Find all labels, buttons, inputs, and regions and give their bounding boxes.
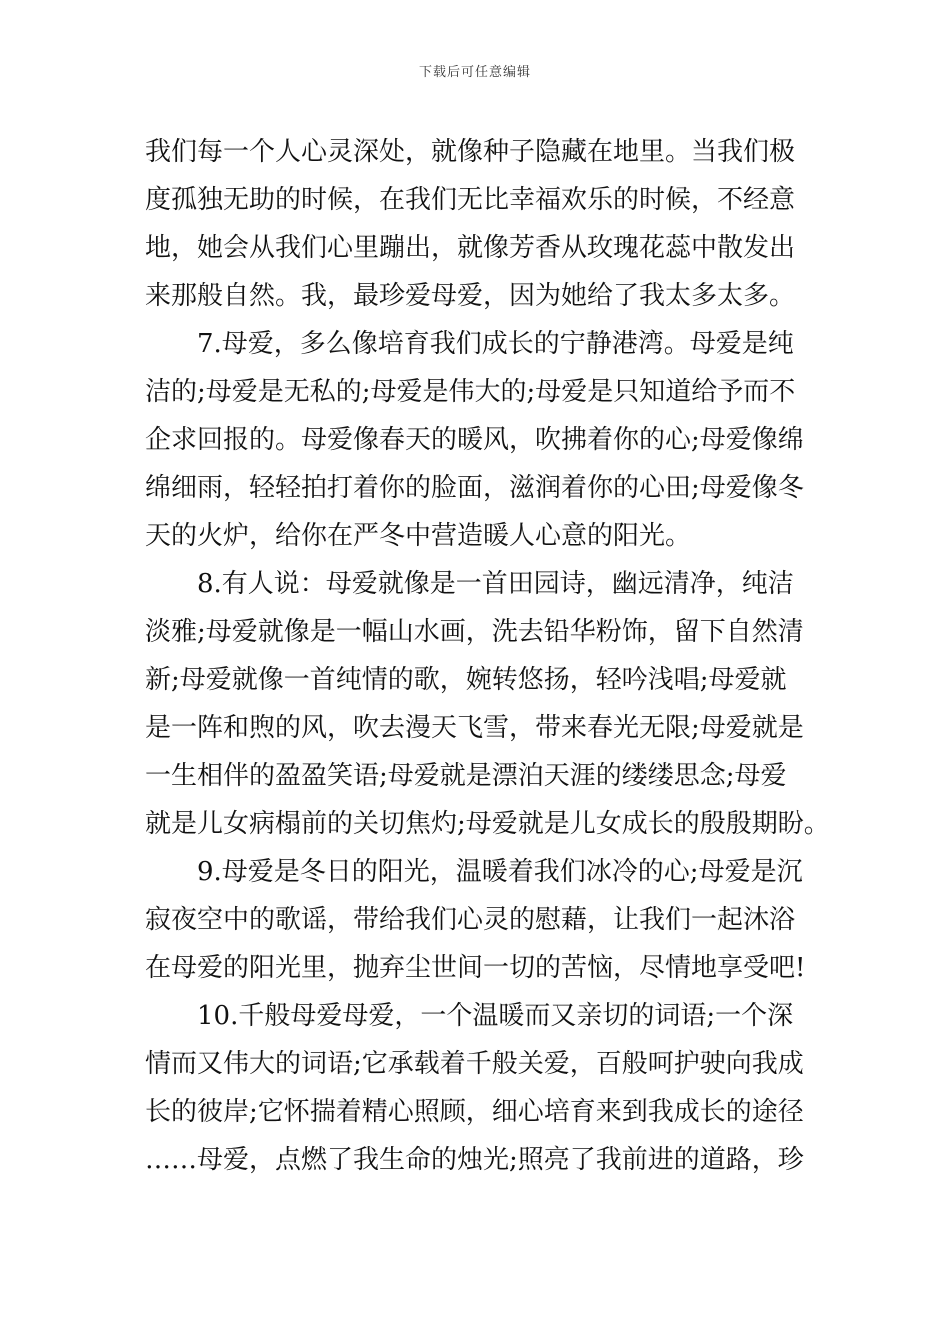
text-line: 来那般自然。我，最珍爱母爱，因为她给了我太多太多。: [145, 281, 796, 311]
text-line: 地，她会从我们心里蹦出，就像芳香从玫瑰花蕊中散发出: [145, 233, 796, 263]
text-line: 寂夜空中的歌谣，带给我们心灵的慰藉，让我们一起沐浴: [145, 905, 796, 935]
text-line: 是一阵和煦的风，吹去漫天飞雪，带来春光无限;母爱就是: [145, 713, 804, 743]
document-body: [145, 128, 830, 1184]
text-line: 企求回报的。母爱像春天的暖风，吹拂着你的心;母爱像绵: [145, 425, 804, 455]
text-line: 情而又伟大的词语;它承载着千般关爱，百般呵护驶向我成: [145, 1049, 804, 1079]
text-line: 天的火炉，给你在严冬中营造暖人心意的阳光。: [145, 521, 692, 551]
text-line: 淡雅;母爱就像是一幅山水画，洗去铅华粉饰，留下自然清: [145, 617, 804, 647]
text-line: 就是儿女病榻前的关切焦灼;母爱就是儿女成长的殷殷期盼。: [145, 809, 830, 839]
paragraph-9-start: 9.母爱是冬日的阳光，温暖着我们冰冷的心;母爱是沉: [197, 857, 803, 887]
text-line: 一生相伴的盈盈笑语;母爱就是漂泊天涯的缕缕思念;母爱: [145, 761, 787, 791]
text-line: 在母爱的阳光里，抛弃尘世间一切的苦恼，尽情地享受吧!: [145, 953, 806, 983]
paragraph-7-start: 7.母爱，多么像培育我们成长的宁静港湾。母爱是纯: [197, 329, 794, 359]
text-line: 绵细雨，轻轻拍打着你的脸面，滋润着你的心田;母爱像冬: [145, 473, 804, 503]
paragraph-10-start: 10.千般母爱母爱，一个温暖而又亲切的词语;一个深: [197, 1001, 794, 1031]
text-line: 新;母爱就像一首纯情的歌，婉转悠扬，轻吟浅唱;母爱就: [145, 665, 787, 695]
text-line: 长的彼岸;它怀揣着精心照顾，细心培育来到我成长的途径: [145, 1097, 804, 1127]
paragraph-8-start: 8.有人说：母爱就像是一首田园诗，幽远清净，纯洁: [197, 569, 794, 599]
text-line: ……母爱，点燃了我生命的烛光;照亮了我前进的道路，珍: [145, 1145, 804, 1175]
text-line: 我们每一个人心灵深处，就像种子隐藏在地里。当我们极: [145, 137, 796, 167]
text-line: 度孤独无助的时候，在我们无比幸福欢乐的时候，不经意: [145, 185, 796, 215]
text-line: 洁的;母爱是无私的;母爱是伟大的;母爱是只知道给予而不: [145, 377, 796, 407]
page-header: 下载后可任意编辑: [418, 65, 531, 80]
